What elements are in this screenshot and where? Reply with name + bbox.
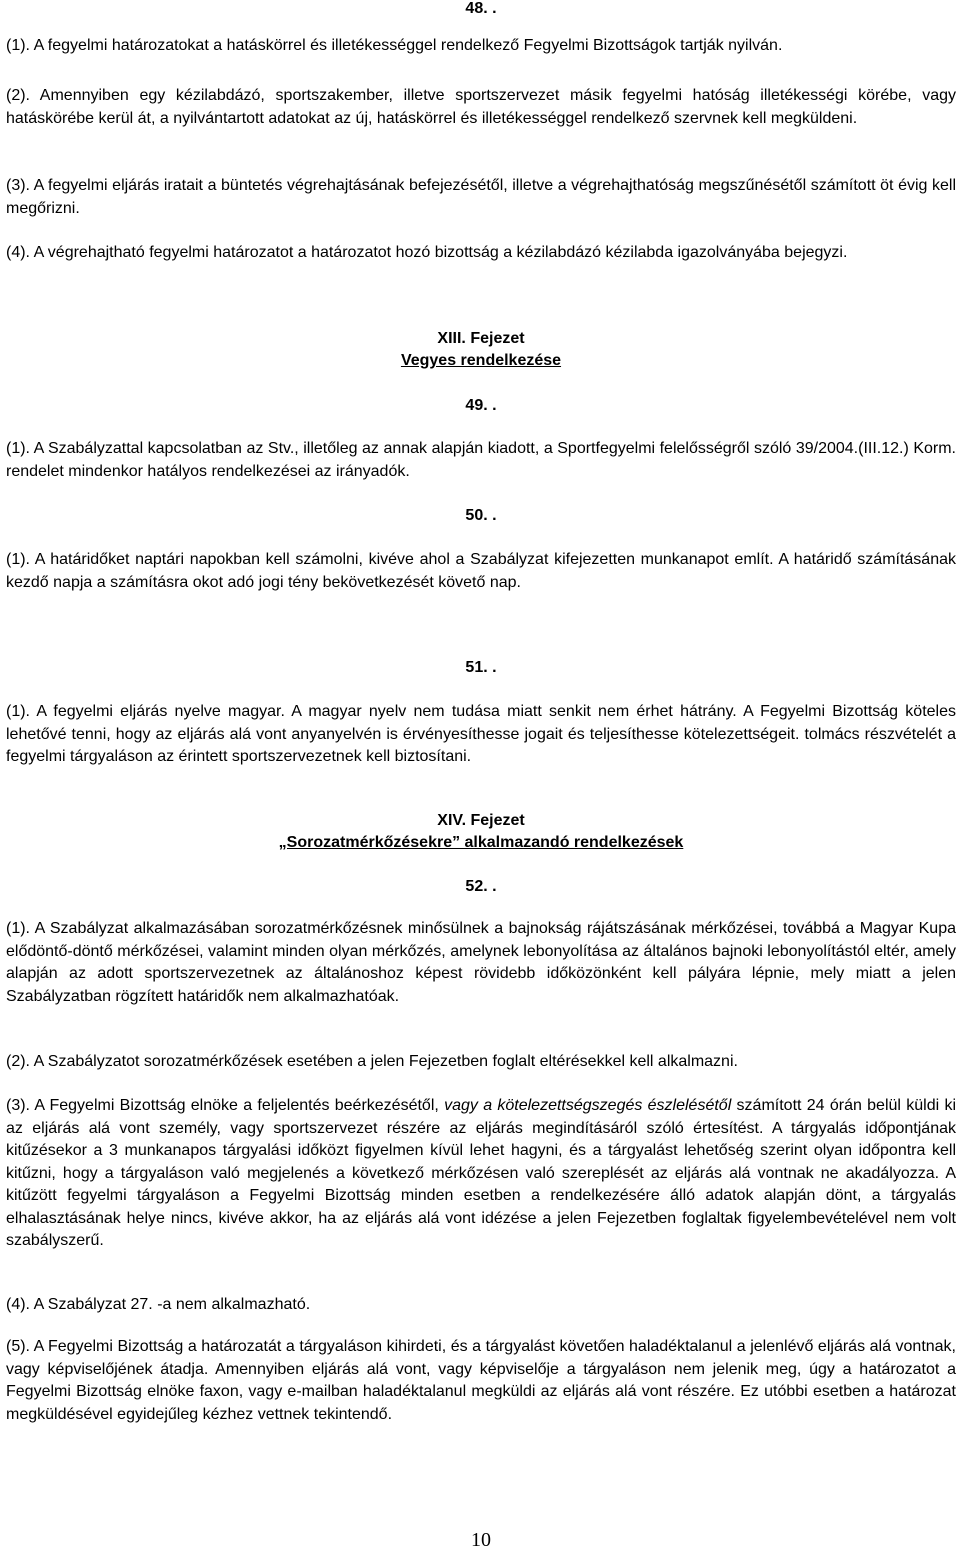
- article-52-paragraph-4: (4). A Szabályzat 27. -a nem alkalmazható.: [6, 1296, 311, 1313]
- article-52-paragraph-2: (2). A Szabályzatot sorozatmérkőzések esetében a jelen Fejezetben foglalt eltérésekkel kell alkalmazni.: [6, 1053, 738, 1070]
- article-48-heading: 48. .: [465, 0, 497, 17]
- chapter-14-title: „Sorozatmérkőzésekre” alkalmazandó rendelkezések: [278, 834, 684, 851]
- article-49-paragraph-1: (1). A Szabályzattal kapcsolatban az Stv., illetőleg az annak alapján kiadott, a Sportfegyelmi felelősségről szóló 39/2004.(III.12.) Korm. rendelet mindenkor hatályos rendelkezései az irányadók.: [6, 440, 956, 480]
- chapter-13-title: Vegyes rendelkezése: [400, 352, 562, 369]
- article-51-paragraph-1: (1). A fegyelmi eljárás nyelve magyar. A magyar nyelv nem tudása miatt senkit nem érhet hátrány. A Fegyelmi Bizottság köteles lehetővé tenni, hogy az eljárás alá vont anyanyelvén is érvényesíthesse jogait és teljesíthesse kötelezettségeit. tolmács részvételét a fegyelmi tárgyaláson az érintett sportszervezetnek kell biztosítani.: [6, 703, 956, 765]
- article-52-paragraph-1: (1). A Szabályzat alkalmazásában sorozatmérkőzésnek minősülnek a bajnokság rájátszásának mérkőzései, továbbá a Magyar Kupa elődöntő-döntő mérkőzései, valamint minden olyan mérkőzés, amelynek lebonyolítása az általános bajnoki lebonyolítástól eltér, amely alapján az adott sportszervezetnek az általánoshoz képest rövidebb időközönként kell pályára lépnie, mely miatt a jelen Szabályzatban rögzített határidők nem alkalmazhatóak.: [6, 920, 956, 1005]
- article-51-heading: 51. .: [465, 659, 497, 676]
- article-52-paragraph-3: [6, 1095, 956, 1253]
- article-52-paragraph-3-part-a: (3). A Fegyelmi Bizottság elnöke a feljelentés beérkezésétől,: [6, 1097, 445, 1114]
- article-52-paragraph-3-part-b: számított 24 órán belül küldi ki az eljárás alá vont személy, vagy sportszervezet részére az eljárás megindításáról szóló értesítést. A tárgyalás időpontjának kitűzésekor a 3 munkanapos tárgyalási időközt figyelmen kívül lehet hagyni, és a tárgyalást lehetőség szerint olyan időpontra kell kitűzni, hogy a tárgyaláson való megjelenés a következő mérkőzésen való szereplését az eljárás alá vontnak ne akadályozza. A kitűzött fegyelmi tárgyaláson a Fegyelmi Bizottság minden esetben a rendelkezésére álló adatok alapján dönt, a tárgyalás elhalasztásának helye nincs, kivéve akkor, ha az eljárás alá vont idézése a jelen Fejezetben foglaltak figyelembevételével nem volt szabályszerű.: [6, 1097, 957, 1249]
- article-50-paragraph-1: (1). A határidőket naptári napokban kell számolni, kivéve ahol a Szabályzat kifejezetten munkanapot említ. A határidő számításának kezdő napja a számításra okot adó jogi tény bekövetkezését követő nap.: [6, 551, 956, 591]
- chapter-13-number: XIII. Fejezet: [437, 330, 525, 347]
- article-52-heading: 52. .: [465, 878, 497, 895]
- article-52-paragraph-5: (5). A Fegyelmi Bizottság a határozatát a tárgyaláson kihirdeti, és a tárgyalást követően haladéktalanul a jelenlévő eljárás alá vontnak, vagy képviselőjének átadja. Amennyiben eljárás alá vont, vagy képviselője a tárgyaláson nem jelenik meg, úgy a határozatot a Fegyelmi Bizottság elnöke faxon, vagy e-mailban haladéktalanul megküldi az eljárás alá vont részére. Ez utóbbi esetben a határozat megküldésével egyidejűleg kézhez vettnek tekintendő.: [6, 1338, 956, 1423]
- article-48-paragraph-1: (1). A fegyelmi határozatokat a hatáskörrel és illetékességgel rendelkező Fegyelmi Bizottságok tartják nyilván.: [6, 37, 783, 54]
- chapter-14-number: XIV. Fejezet: [437, 812, 525, 829]
- page-number: 10: [471, 1529, 491, 1551]
- article-48-paragraph-2: (2). Amennyiben egy kézilabdázó, sportszakember, illetve sportszervezet másik fegyelmi hatóság illetékességi körébe, vagy hatáskörébe kerül át, a nyilvántartott adatokat az új, hatáskörrel és illetékességgel rendelkező szervnek kell megküldeni.: [6, 87, 956, 127]
- document-page: [6, 0, 956, 1554]
- article-49-heading: 49. .: [465, 397, 497, 414]
- article-50-heading: 50. .: [465, 507, 497, 524]
- article-52-paragraph-3-italic: vagy a kötelezettségszegés észlelésétől: [444, 1097, 732, 1114]
- article-48-paragraph-3: (3). A fegyelmi eljárás iratait a büntetés végrehajtásának befejezésétől, illetve a végrehajthatóság megszűnésétől számított öt évig kell megőrizni.: [6, 177, 956, 217]
- article-48-paragraph-4: (4). A végrehajtható fegyelmi határozatot a határozatot hozó bizottság a kézilabdázó kézilabda igazolványába bejegyzi.: [6, 244, 848, 261]
